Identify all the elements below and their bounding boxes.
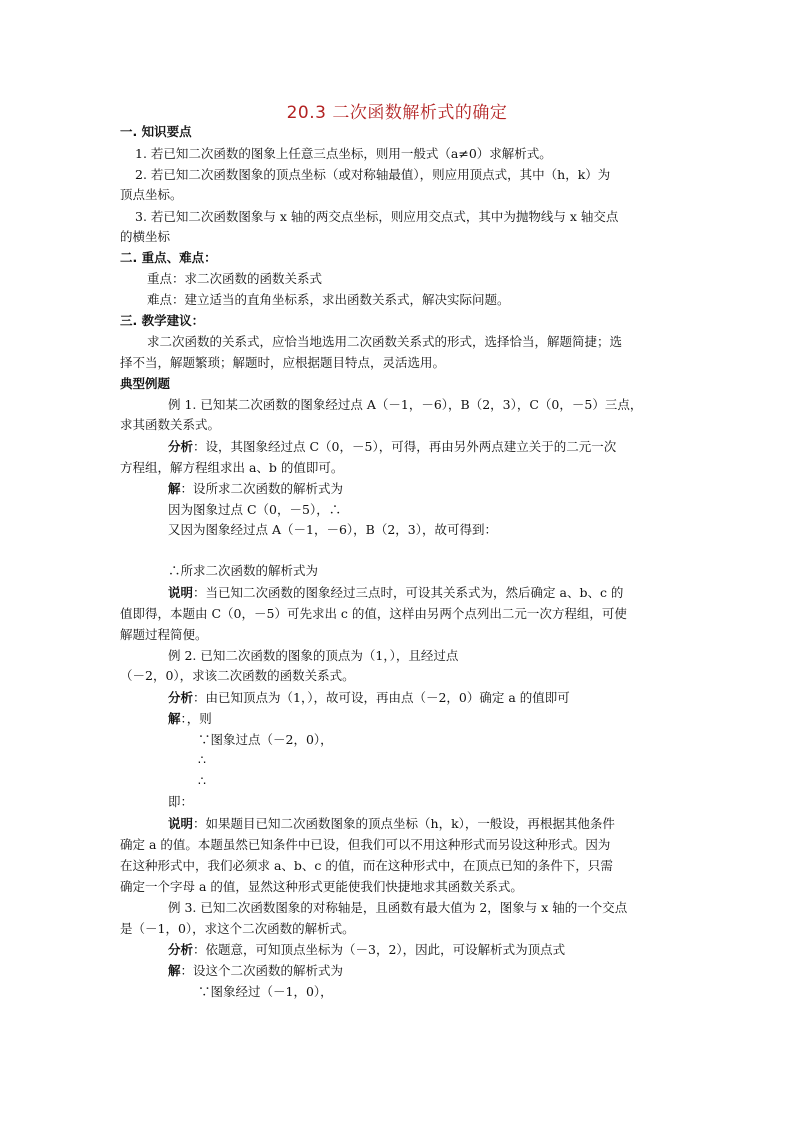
example-2-solution-2: ∵图象过点（－2，0），	[198, 732, 333, 747]
example-3-line-2: 是（－1，0），求这个二次函数的解析式。	[120, 921, 355, 936]
example-1-solution-2: 因为图象过点 C（0，－5），∴	[168, 502, 342, 517]
example-2-note-3: 在这种形式中，我们必须求 a、b、c 的值，而在这种形式中，在顶点已知的条件下，只需	[120, 858, 613, 873]
example-3-line-1: 例 3. 已知二次函数图象的对称轴是，且函数有最大值为 2，图象与 x 轴的一个交点	[168, 900, 628, 915]
example-1-solution-4: ∴所求二次函数的解析式为	[168, 563, 319, 578]
knowledge-item-3-cont: 的横坐标	[120, 229, 171, 244]
solution-text: ：设所求二次函数的解析式为	[180, 481, 344, 496]
solution-text: ：设这个二次函数的解析式为	[180, 963, 344, 978]
solution-text: ：，则	[180, 711, 212, 726]
example-2-line-2: （－2，0），求该二次函数的函数关系式。	[120, 668, 355, 683]
example-2-note-4: 确定一个字母 a 的值，显然这种形式更能使我们快捷地求其函数关系式。	[120, 879, 523, 894]
example-1-line-2: 求其函数关系式。	[120, 417, 221, 432]
note-label: 说明	[168, 585, 194, 600]
example-3-solution	[168, 963, 343, 979]
analysis-label: 分析	[168, 439, 194, 454]
example-1-note-3: 解题过程简便。	[120, 627, 208, 642]
difficulty-line: 难点：建立适当的直角坐标系，求出函数关系式，解决实际问题。	[147, 292, 510, 307]
suggestion-line-1: 求二次函数的关系式，应恰当地选用二次函数关系式的形式，选择恰当，解题简捷；选	[147, 334, 623, 349]
example-1-note	[168, 585, 623, 601]
knowledge-item-3: 3. 若已知二次函数图象与 x 轴的两交点坐标，则应用交点式，其中为抛物线与 x 轴交点	[135, 209, 619, 224]
analysis-text: ：由已知顶点为（1，），故可设，再由点（－2，0）确定 a 的值即可	[193, 690, 570, 705]
knowledge-item-1: 1. 若已知二次函数的图象上任意三点坐标，则用一般式（a≠0）求解析式。	[135, 146, 552, 161]
example-2-note-2: 确定 a 的值。本题虽然已知条件中已设，但我们可以不用这种形式而另设这种形式。因为	[120, 837, 611, 852]
solution-label: 解	[168, 963, 181, 978]
solution-label: 解	[168, 481, 181, 496]
analysis-text: ：依题意，可知顶点坐标为（－3，2），因此，可设解析式为顶点式	[193, 942, 566, 957]
example-1-line-1: 例 1. 已知某二次函数的图象经过点 A（－1，－6），B（2，3），C（0，－5）三点，	[168, 397, 643, 412]
note-text: ：如果题目已知二次函数图象的顶点坐标（h，k），一般设，再根据其他条件	[193, 816, 615, 831]
example-2-solution-3: ∴	[198, 752, 206, 767]
suggestion-line-2: 择不当，解题繁琐；解题时，应根据题目特点，灵活选用。	[120, 355, 446, 370]
example-2-analysis	[168, 690, 570, 706]
note-label: 说明	[168, 816, 194, 831]
solution-label: 解	[168, 711, 181, 726]
example-2-solution-4: ∴	[198, 773, 206, 788]
section-heading-knowledge: 一. 知识要点	[120, 124, 192, 139]
example-1-analysis-cont: 方程组，解方程组求出 a、b 的值即可。	[120, 460, 344, 475]
section-heading-keypoints: 二. 重点、难点：	[120, 250, 217, 265]
page-title: 20.3 二次函数解析式的确定	[286, 103, 508, 123]
keypoint-line: 重点：求二次函数的函数关系式	[147, 271, 323, 286]
knowledge-item-2-cont: 顶点坐标。	[120, 187, 183, 202]
example-2-note	[168, 816, 615, 832]
knowledge-item-2: 2. 若已知二次函数图象的顶点坐标（或对称轴最值），则应用顶点式，其中（h，k）为	[135, 167, 611, 182]
example-2-line-1: 例 2. 已知二次函数的图象的顶点为（1，），且经过点	[168, 648, 459, 663]
example-1-solution	[168, 481, 343, 497]
example-1-solution-3: 又因为图象经过点 A（－1，－6），B（2，3），故可得到：	[168, 522, 497, 537]
analysis-label: 分析	[168, 942, 194, 957]
example-3-analysis	[168, 942, 565, 958]
analysis-label: 分析	[168, 690, 194, 705]
example-2-solution-5: 即：	[168, 794, 194, 809]
example-2-solution	[168, 711, 212, 727]
section-heading-suggestions: 三. 教学建议：	[120, 313, 205, 328]
note-text: ：当已知二次函数的图象经过三点时，可设其关系式为，然后确定 a、b、c 的	[193, 585, 624, 600]
example-1-note-2: 值即得，本题由 C（0，－5）可先求出 c 的值，这样由另两个点列出二元一次方程组，可使	[120, 606, 627, 621]
analysis-text: ：设，其图象经过点 C（0，－5），可得，再由另外两点建立关于的二元一次	[193, 439, 617, 454]
section-heading-examples: 典型例题	[120, 376, 171, 391]
example-3-solution-2: ∵图象经过（－1，0），	[198, 984, 333, 999]
example-1-analysis	[168, 439, 616, 455]
